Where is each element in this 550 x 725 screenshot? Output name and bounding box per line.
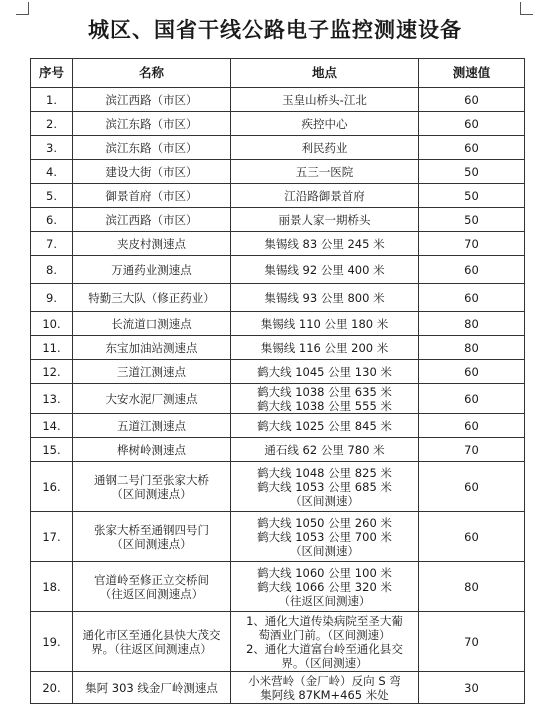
cell-name-line: （区间测速点） (111, 536, 192, 551)
cell-name-line: 张家大桥至通钢四号门 (94, 522, 209, 537)
cell-name (73, 88, 231, 112)
cell-location (231, 208, 419, 232)
cell-location-line: 鹤大线 1053 公里 700 米 (257, 529, 392, 544)
cell-name-line: 通钢二号门至张家大桥 (94, 472, 209, 487)
cell-name-line: （区间测速点） (111, 486, 192, 501)
cell-location-line: 集锡线 110 公里 180 米 (260, 316, 389, 331)
cell-speed: 60 (419, 512, 525, 562)
cell-location-line: （往返区间测速） (278, 593, 371, 608)
cell-location (231, 112, 419, 136)
table-row (31, 184, 525, 208)
table-body (31, 88, 525, 704)
cell-name (73, 612, 231, 672)
header-speed: 测速值 (419, 59, 525, 88)
cell-location-line: 鹤大线 1025 公里 845 米 (257, 418, 392, 433)
cell-name (73, 284, 231, 312)
table-row (31, 88, 525, 112)
table-row (31, 136, 525, 160)
cell-location-line: 集锡线 116 公里 200 米 (260, 340, 389, 355)
cell-name (73, 256, 231, 284)
cell-location-line: （区间测速） (290, 493, 359, 508)
cell-index: 4. (31, 160, 73, 184)
cell-location (231, 360, 419, 384)
table-row (31, 360, 525, 384)
cell-name (73, 112, 231, 136)
cell-index: 9. (31, 284, 73, 312)
cell-location-line: 鹤大线 1060 公里 100 米 (257, 565, 392, 580)
cell-location (231, 336, 419, 360)
cell-location (231, 312, 419, 336)
table-row (31, 438, 525, 462)
cell-location-line: 2、通化大道富台岭至通化县交 (246, 641, 403, 656)
table-row (31, 336, 525, 360)
cell-name (73, 414, 231, 438)
cell-index: 17. (31, 512, 73, 562)
cell-name (73, 512, 231, 562)
cell-name (73, 136, 231, 160)
cell-speed: 60 (419, 136, 525, 160)
cell-speed: 80 (419, 562, 525, 612)
cell-name (73, 672, 231, 704)
cell-location-line: 萄酒业门前。（区间测速） (258, 627, 391, 642)
cell-name-line: 滨江西路（市区） (105, 92, 198, 107)
cell-location-line: 玉皇山桥头-江北 (282, 92, 367, 107)
cell-location-line: 丽景人家一期桥头 (278, 212, 371, 227)
cell-name-line: 界。（往返区间测速点） (91, 641, 212, 656)
cell-index: 3. (31, 136, 73, 160)
cell-location-line: 疾控中心 (301, 116, 348, 131)
cell-index: 12. (31, 360, 73, 384)
cell-speed: 80 (419, 312, 525, 336)
cell-location (231, 462, 419, 512)
cell-location (231, 184, 419, 208)
cell-name-line: 东宝加油站测速点 (105, 340, 198, 355)
cell-location-line: 集锡线 93 公里 800 米 (264, 290, 385, 305)
cell-index: 19. (31, 612, 73, 672)
cell-speed: 60 (419, 414, 525, 438)
cell-location-line: 江沿路御景首府 (284, 188, 365, 203)
cell-location-line: 鹤大线 1045 公里 130 米 (257, 364, 392, 379)
cell-location-line: 五三一医院 (295, 164, 354, 179)
cell-speed: 60 (419, 88, 525, 112)
cell-location-line: 通石线 62 公里 780 米 (264, 442, 385, 457)
cell-location (231, 136, 419, 160)
cell-name-line: 五道江测速点 (117, 418, 186, 433)
cell-index: 11. (31, 336, 73, 360)
cell-speed: 60 (419, 360, 525, 384)
cell-speed: 50 (419, 160, 525, 184)
cell-location (231, 88, 419, 112)
cell-name-line: 建设大街（市区） (105, 164, 198, 179)
cell-location (231, 384, 419, 414)
header-location: 地点 (231, 59, 419, 88)
cell-index: 13. (31, 384, 73, 414)
cell-name (73, 438, 231, 462)
cell-index: 1. (31, 88, 73, 112)
cell-name-line: 官道岭至修正立交桥间 (94, 572, 209, 587)
cell-location-line: 1、通化大道传染病院至圣大葡 (246, 613, 403, 628)
cell-name-line: 滨江东路（市区） (105, 140, 198, 155)
cell-speed: 70 (419, 612, 525, 672)
cell-name (73, 462, 231, 512)
table-row (31, 232, 525, 256)
table-row (31, 284, 525, 312)
cell-location (231, 562, 419, 612)
cell-name-line: 通化市区至通化县快大茂交 (82, 627, 221, 642)
cell-location-line: 鹤大线 1066 公里 320 米 (257, 579, 392, 594)
cell-index: 5. (31, 184, 73, 208)
cell-speed: 70 (419, 438, 525, 462)
table-row (31, 672, 525, 704)
cell-index: 7. (31, 232, 73, 256)
table-row (31, 462, 525, 512)
table-row (31, 612, 525, 672)
cell-location-line: 界。（区间测速） (281, 655, 368, 670)
cell-location-line: 鹤大线 1053 公里 685 米 (257, 479, 392, 494)
cell-speed: 60 (419, 384, 525, 414)
cell-index: 2. (31, 112, 73, 136)
cell-location (231, 256, 419, 284)
cell-location-line: 集阿线 87KM+465 米处 (260, 687, 389, 702)
cell-index: 8. (31, 256, 73, 284)
cell-speed: 60 (419, 284, 525, 312)
cell-speed: 70 (419, 232, 525, 256)
cell-name (73, 312, 231, 336)
cell-name-line: 长流道口测速点 (111, 316, 192, 331)
cell-speed: 30 (419, 672, 525, 704)
cell-speed: 50 (419, 184, 525, 208)
cell-name-line: 集阿 303 线金厂岭测速点 (85, 680, 218, 695)
cell-location (231, 284, 419, 312)
cell-name-line: 滨江东路（市区） (105, 116, 198, 131)
table-row (31, 256, 525, 284)
cell-index: 6. (31, 208, 73, 232)
cell-name-line: 特勤三大队（修正药业） (88, 290, 215, 305)
cell-index: 16. (31, 462, 73, 512)
cell-speed: 60 (419, 112, 525, 136)
header-index: 序号 (31, 59, 73, 88)
cell-name-line: 万通药业测速点 (111, 262, 192, 277)
cell-location (231, 232, 419, 256)
table-row (31, 112, 525, 136)
cell-name (73, 208, 231, 232)
speed-camera-table (30, 58, 525, 704)
cell-location (231, 160, 419, 184)
cell-location-line: 鹤大线 1038 公里 555 米 (257, 398, 392, 413)
cell-location-line: 小米营岭（金厂岭）反向 S 弯 (248, 673, 401, 688)
cell-index: 20. (31, 672, 73, 704)
cell-name-line: 滨江西路（市区） (105, 212, 198, 227)
table-row (31, 160, 525, 184)
cell-location-line: 鹤大线 1038 公里 635 米 (257, 384, 392, 399)
cell-location (231, 672, 419, 704)
cell-name (73, 232, 231, 256)
table-row (31, 562, 525, 612)
cell-name (73, 384, 231, 414)
table-row (31, 312, 525, 336)
cell-name (73, 184, 231, 208)
cell-location-line: 利民药业 (301, 140, 348, 155)
cell-location (231, 438, 419, 462)
header-name: 名称 (73, 59, 231, 88)
table-header-row (31, 59, 525, 88)
cell-name (73, 160, 231, 184)
cell-location (231, 512, 419, 562)
cell-speed: 60 (419, 256, 525, 284)
cell-speed: 50 (419, 208, 525, 232)
cell-name-line: 三道江测速点 (117, 364, 186, 379)
cell-name-line: 夹皮村测速点 (117, 236, 186, 251)
cell-location-line: 鹤大线 1048 公里 825 米 (257, 465, 392, 480)
table-row (31, 384, 525, 414)
cell-location (231, 612, 419, 672)
table-row (31, 208, 525, 232)
cell-name (73, 336, 231, 360)
cell-name-line: 御景首府（市区） (105, 188, 198, 203)
cell-location-line: 集锡线 83 公里 245 米 (264, 236, 385, 251)
cell-name-line: （往返区间测速点） (99, 586, 204, 601)
cell-name (73, 360, 231, 384)
page-title: 城区、国省干线公路电子监控测速设备 (88, 18, 462, 42)
cell-speed: 80 (419, 336, 525, 360)
table-row (31, 414, 525, 438)
cell-name-line: 大安水泥厂测速点 (105, 391, 198, 406)
cell-name (73, 562, 231, 612)
table-row (31, 512, 525, 562)
cell-name-line: 桦树岭测速点 (117, 442, 186, 457)
cell-location-line: 鹤大线 1050 公里 260 米 (257, 515, 392, 530)
cell-index: 10. (31, 312, 73, 336)
cell-location-line: （区间测速） (290, 543, 359, 558)
cell-index: 14. (31, 414, 73, 438)
cell-location (231, 414, 419, 438)
cell-index: 18. (31, 562, 73, 612)
cell-index: 15. (31, 438, 73, 462)
cell-location-line: 集锡线 92 公里 400 米 (264, 262, 385, 277)
cell-speed: 60 (419, 462, 525, 512)
